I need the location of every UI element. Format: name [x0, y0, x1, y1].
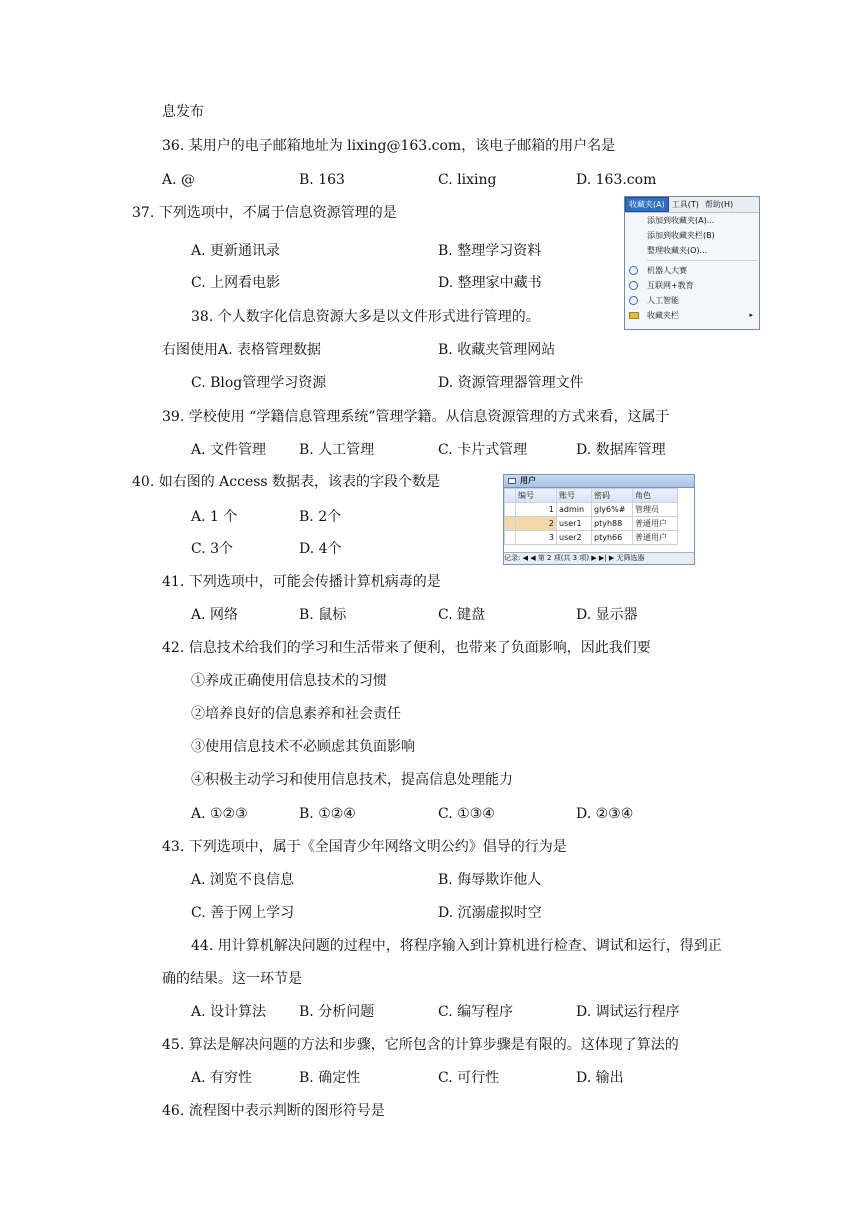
add-to-favorites-bar-item[interactable] — [625, 228, 759, 243]
cell-account[interactable]: user1 — [557, 517, 592, 531]
access-table-title: 用户 — [520, 476, 536, 485]
q44-option-d[interactable]: D. 调试运行程序 — [576, 1004, 680, 1020]
q39-option-d[interactable]: D. 数据库管理 — [576, 442, 666, 458]
access-table-tab[interactable] — [504, 475, 694, 488]
organize-favorites-label: 整理收藏夹(O)... — [647, 246, 708, 255]
q39-option-a[interactable]: A. 文件管理 — [191, 442, 267, 458]
cell-password[interactable]: ptyh88 — [592, 517, 633, 531]
q36-option-a[interactable]: A. @ — [162, 172, 196, 188]
column-header-account[interactable]: 账号 — [557, 489, 592, 503]
ie-page-icon — [629, 281, 638, 290]
favorite-link-label: 人工智能 — [647, 296, 679, 305]
record-navigator-text: 记录: ◀ ◀ 第 2 项(共 3 项) ▶ ▶| ▶ 无筛选器 — [504, 554, 645, 562]
q37-option-c[interactable]: C. 上网看电影 — [191, 275, 281, 291]
q45-option-c[interactable]: C. 可行性 — [438, 1070, 500, 1086]
table-row[interactable] — [505, 531, 678, 545]
question-44: 44. 用计算机解决问题的过程中，将程序输入到计算机进行检查、调试和运行，得到正 — [191, 938, 722, 954]
favorite-link-label: 互联网+教育 — [647, 281, 694, 290]
question-36: 36. 某用户的电子邮箱地址为 lixing@163.com，该电子邮箱的用户名是 — [162, 138, 616, 154]
access-grid — [504, 488, 678, 545]
favorite-link-internet-plus[interactable] — [625, 278, 759, 293]
add-to-favorites-label: 添加到收藏夹(A)... — [647, 216, 715, 225]
menu-separator — [647, 260, 757, 261]
question-46: 46. 流程图中表示判断的图形符号是 — [162, 1103, 385, 1119]
add-to-favorites-bar-label: 添加到收藏夹栏(B) — [647, 231, 715, 240]
q42-option-d[interactable]: D. ②③④ — [576, 806, 634, 822]
question-45: 45. 算法是解决问题的方法和步骤，它所包含的计算步骤是有限的。这体现了算法的 — [162, 1037, 679, 1053]
q42-statement-2: ②培养良好的信息素养和社会责任 — [191, 706, 401, 722]
favorites-menu-figure — [624, 196, 760, 330]
q40-option-c[interactable]: C. 3个 — [191, 541, 234, 557]
q41-option-b[interactable]: B. 鼠标 — [299, 607, 347, 623]
question-37: 37. 下列选项中，不属于信息资源管理的是 — [132, 205, 397, 221]
row-selector-header — [505, 489, 516, 503]
favorites-bar-folder[interactable] — [625, 308, 759, 323]
cell-role[interactable]: 普通用户 — [633, 531, 678, 545]
column-header-password[interactable]: 密码 — [592, 489, 633, 503]
q36-option-c[interactable]: C. lixing — [438, 172, 497, 188]
q38-option-c[interactable]: C. Blog管理学习资源 — [191, 375, 327, 391]
question-40: 40. 如右图的 Access 数据表，该表的字段个数是 — [132, 474, 441, 490]
q37-option-a[interactable]: A. 更新通讯录 — [191, 243, 281, 259]
q45-option-b[interactable]: B. 确定性 — [299, 1070, 361, 1086]
favorite-link-label: 机器人大赛 — [647, 266, 687, 275]
row-selector[interactable] — [505, 503, 516, 517]
ie-page-icon — [629, 266, 638, 275]
q45-option-d[interactable]: D. 输出 — [576, 1070, 624, 1086]
column-header-role[interactable]: 角色 — [633, 489, 678, 503]
cell-role[interactable]: 普通用户 — [633, 517, 678, 531]
q43-option-d[interactable]: D. 沉溺虚拟时空 — [438, 905, 542, 921]
q39-option-c[interactable]: C. 卡片式管理 — [438, 442, 528, 458]
submenu-arrow-icon: ▸ — [749, 311, 753, 319]
question-41: 41. 下列选项中，可能会传播计算机病毒的是 — [162, 574, 441, 590]
q41-option-d[interactable]: D. 显示器 — [576, 607, 638, 623]
q42-statement-3: ③使用信息技术不必顾虑其负面影响 — [191, 739, 415, 755]
q44-option-b[interactable]: B. 分析问题 — [299, 1004, 375, 1020]
cell-id[interactable]: 1 — [516, 503, 557, 517]
table-header-row — [505, 489, 678, 503]
favorites-menu[interactable]: 收藏夹(A) — [625, 197, 669, 212]
favorites-menu-bar — [625, 197, 759, 213]
record-navigator[interactable] — [504, 552, 694, 564]
q40-option-b[interactable]: B. 2个 — [299, 509, 342, 525]
q45-option-a[interactable]: A. 有穷性 — [191, 1070, 253, 1086]
help-menu[interactable]: 帮助(H) — [704, 200, 734, 209]
line-continuation: 息发布 — [162, 104, 204, 120]
table-icon — [508, 478, 516, 484]
column-header-id[interactable]: 编号 — [516, 489, 557, 503]
cell-password[interactable]: ptyh66 — [592, 531, 633, 545]
q39-option-b[interactable]: B. 人工管理 — [299, 442, 375, 458]
cell-account[interactable]: admin — [557, 503, 592, 517]
question-43: 43. 下列选项中，属于《全国青少年网络文明公约》倡导的行为是 — [162, 839, 567, 855]
question-38: 38. 个人数字化信息资源大多是以文件形式进行管理的。 — [191, 309, 540, 325]
table-row[interactable] — [505, 517, 678, 531]
folder-icon — [629, 312, 639, 319]
q42-statement-1: ①养成正确使用信息技术的习惯 — [191, 673, 387, 689]
add-to-favorites-item[interactable] — [625, 213, 759, 228]
q37-option-b[interactable]: B. 整理学习资料 — [438, 243, 542, 259]
q36-option-d[interactable]: D. 163.com — [576, 172, 657, 188]
q43-option-a[interactable]: A. 浏览不良信息 — [191, 872, 295, 888]
favorites-bar-label: 收藏夹栏 — [647, 311, 679, 320]
cell-role[interactable]: 管理员 — [633, 503, 678, 517]
q36-option-b[interactable]: B. 163 — [299, 172, 345, 188]
q43-option-b[interactable]: B. 侮辱欺诈他人 — [438, 872, 542, 888]
table-row[interactable] — [505, 503, 678, 517]
q38-option-b[interactable]: B. 收藏夹管理网站 — [438, 342, 556, 358]
tools-menu[interactable]: 工具(T) — [671, 200, 699, 209]
q40-option-a[interactable]: A. 1 个 — [191, 509, 238, 525]
q42-option-a[interactable]: A. ①②③ — [191, 806, 248, 822]
favorite-link-ai[interactable] — [625, 293, 759, 308]
cell-id[interactable]: 2 — [516, 517, 557, 531]
cell-account[interactable]: user2 — [557, 531, 592, 545]
q38-option-d[interactable]: D. 资源管理器管理文件 — [438, 375, 584, 391]
question-44-cont: 确的结果。这一环节是 — [162, 971, 302, 987]
q37-option-d[interactable]: D. 整理家中藏书 — [438, 275, 542, 291]
organize-favorites-item[interactable] — [625, 243, 759, 258]
q42-option-c[interactable]: C. ①③④ — [438, 806, 495, 822]
q44-option-c[interactable]: C. 编写程序 — [438, 1004, 514, 1020]
row-selector[interactable] — [505, 531, 516, 545]
cell-password[interactable]: gly6%# — [592, 503, 633, 517]
q40-option-d[interactable]: D. 4个 — [299, 541, 342, 557]
question-39: 39. 学校使用 “学籍信息管理系统”管理学籍。从信息资源管理的方式来看，这属于 — [162, 409, 670, 425]
q43-option-c[interactable]: C. 善于网上学习 — [191, 905, 295, 921]
q42-option-b[interactable]: B. ①②④ — [299, 806, 356, 822]
ie-page-icon — [629, 296, 638, 305]
row-selector[interactable] — [505, 517, 516, 531]
q44-option-a[interactable]: A. 设计算法 — [191, 1004, 267, 1020]
q42-statement-4: ④积极主动学习和使用信息技术，提高信息处理能力 — [191, 772, 513, 788]
q38-option-a[interactable]: 右图使用A. 表格管理数据 — [162, 342, 322, 358]
favorite-link-robot[interactable] — [625, 263, 759, 278]
cell-id[interactable]: 3 — [516, 531, 557, 545]
question-42: 42. 信息技术给我们的学习和生活带来了便利，也带来了负面影响，因此我们要 — [162, 640, 651, 656]
access-table-figure — [503, 474, 695, 565]
q41-option-a[interactable]: A. 网络 — [191, 607, 239, 623]
q41-option-c[interactable]: C. 键盘 — [438, 607, 486, 623]
